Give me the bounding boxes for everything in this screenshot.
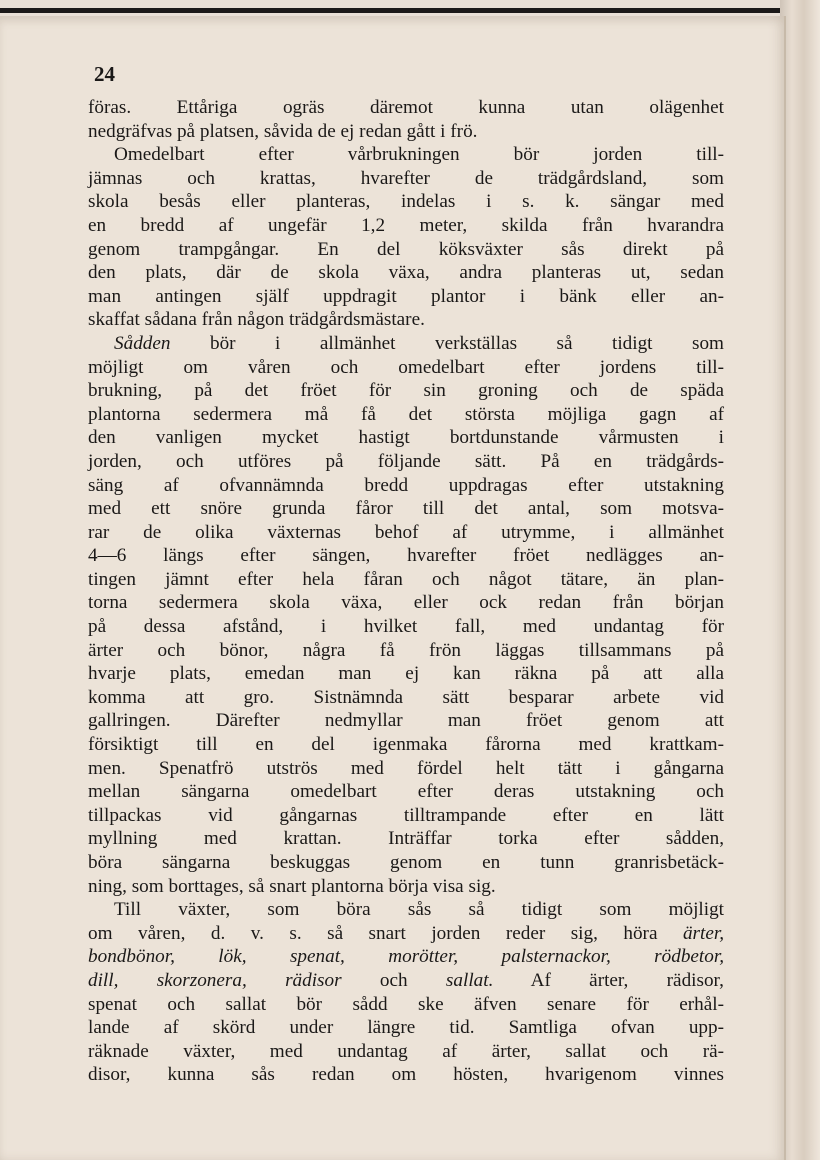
- text-segment: myllning med krattan. Inträffar torka efter sådden,: [88, 828, 724, 850]
- text-line: [88, 120, 724, 144]
- italic-text-segment: dill, skorzonera, rädisor: [88, 969, 342, 991]
- page-number: 24: [94, 62, 115, 86]
- text-line: [88, 1016, 724, 1040]
- text-line: [88, 379, 724, 403]
- text-segment: torna sedermera skola växa, eller ock redan från början: [88, 592, 724, 614]
- text-segment: jorden, och utföres på följande sätt. På en trädgårds-: [88, 450, 724, 472]
- text-segment: jämnas och krattas, hvarefter de trädgårdsland, som: [88, 167, 724, 189]
- text-segment: komma att gro. Sistnämnda sätt besparar arbete vid: [88, 686, 724, 708]
- text-segment: den plats, där de skola växa, andra planteras ut, sedan: [88, 262, 724, 284]
- text-line: [88, 993, 724, 1017]
- text-segment: om våren, d. v. s. så snart jorden reder sig, höra: [88, 922, 683, 944]
- right-page-stack: [780, 0, 820, 1160]
- text-line: [88, 615, 724, 639]
- text-segment: spenat och sallat bör sådd ske äfven senare för erhål-: [88, 993, 724, 1015]
- text-segment: en bredd af ungefär 1,2 meter, skilda från hvarandra: [88, 214, 724, 236]
- text-line: [88, 96, 724, 120]
- text-line: [88, 143, 724, 167]
- text-segment: försiktigt till en del igenmaka fårorna med krattkam-: [88, 734, 724, 756]
- text-line: [88, 1040, 724, 1064]
- text-line: [88, 945, 724, 969]
- text-segment: möjligt om våren och omedelbart efter jordens till-: [88, 356, 724, 378]
- text-line: [88, 214, 724, 238]
- italic-text-segment: Sådden: [114, 332, 171, 354]
- text-line: [88, 639, 724, 663]
- text-segment: tingen jämnt efter hela fåran och något tätare, än plan-: [88, 568, 724, 590]
- text-line: [88, 167, 724, 191]
- text-segment: tillpackas vid gångarnas tilltrampande efter en lätt: [88, 804, 724, 826]
- text-line: [88, 521, 724, 545]
- text-segment: skola besås eller planteras, indelas i s. k. sängar med: [88, 191, 724, 213]
- text-segment: hvarje plats, emedan man ej kan räkna på att alla: [88, 663, 724, 685]
- italic-text-segment: bondbönor, lök, spenat, morötter, palsternackor, rödbetor,: [88, 946, 724, 968]
- text-line: [88, 1063, 724, 1087]
- text-segment: lande af skörd under längre tid. Samtliga ofvan upp-: [88, 1017, 724, 1039]
- text-segment: men. Spenatfrö utströs med fördel helt tätt i gångarna: [88, 757, 724, 779]
- body-text: [88, 96, 724, 1087]
- text-line: [88, 261, 724, 285]
- text-line: [88, 686, 724, 710]
- text-segment: disor, kunna sås redan om hösten, hvarigenom vinnes: [88, 1064, 724, 1086]
- text-segment: Till växter, som böra sås så tidigt som möjligt: [114, 899, 724, 921]
- text-segment: ning, som borttages, så snart plantorna börja visa sig.: [88, 875, 496, 897]
- text-line: [88, 780, 724, 804]
- text-line: [88, 969, 724, 993]
- text-line: [88, 403, 724, 427]
- text-line: [88, 804, 724, 828]
- text-segment: den vanligen mycket hastigt bortdunstande vårmusten i: [88, 427, 724, 449]
- text-segment: nedgräfvas på platsen, såvida de ej redan gått i frö.: [88, 120, 478, 142]
- text-segment: föras. Ettåriga ogräs däremot kunna utan olägenhet: [88, 97, 724, 118]
- text-line: [88, 497, 724, 521]
- text-line: [88, 733, 724, 757]
- text-line: [88, 356, 724, 380]
- text-line: [88, 662, 724, 686]
- text-line: [88, 922, 724, 946]
- book-page: [0, 16, 786, 1160]
- text-segment: böra sängarna beskuggas genom en tunn granrisbetäck-: [88, 852, 724, 873]
- text-line: [88, 568, 724, 592]
- text-segment: rar de olika växternas behof af utrymme, i allmänhet: [88, 521, 724, 543]
- text-line: [88, 709, 724, 733]
- text-segment: räknade växter, med undantag af ärter, sallat och rä-: [88, 1040, 724, 1062]
- page-edge-shadow: [0, 8, 820, 13]
- text-segment: ärter och bönor, några få frön läggas tillsammans på: [88, 639, 724, 661]
- text-segment: 4—6 längs efter sängen, hvarefter fröet nedlägges an-: [88, 545, 724, 567]
- text-line: [88, 898, 724, 922]
- text-segment: på dessa afstånd, i hvilket fall, med undantag för: [88, 616, 724, 638]
- text-segment: och: [341, 969, 446, 991]
- text-segment: Omedelbart efter vårbrukningen bör jorden till-: [114, 144, 724, 166]
- italic-text-segment: ärter,: [682, 922, 724, 944]
- italic-text-segment: sallat.: [445, 969, 494, 991]
- text-line: [88, 827, 724, 851]
- text-segment: genom trampgångar. En del köksväxter sås direkt på: [88, 238, 724, 260]
- text-segment: man antingen själf uppdragit plantor i bänk eller an-: [88, 285, 724, 307]
- text-line: [88, 190, 724, 214]
- text-segment: med ett snöre grunda fåror till det antal, som motsva-: [88, 498, 724, 520]
- text-line: [88, 544, 724, 568]
- text-line: [88, 851, 724, 875]
- text-line: [88, 474, 724, 498]
- text-segment: brukning, på det fröet för sin groning och de späda: [88, 380, 724, 402]
- text-line: [88, 426, 724, 450]
- text-segment: säng af ofvannämnda bredd uppdragas efter utstakning: [88, 474, 724, 496]
- text-segment: skaffat sådana från någon trädgårdsmästare.: [88, 309, 425, 331]
- text-line: [88, 591, 724, 615]
- text-line: [88, 238, 724, 262]
- text-segment: mellan sängarna omedelbart efter deras utstakning och: [88, 781, 724, 803]
- text-segment: gallringen. Därefter nedmyllar man fröet genom att: [88, 710, 724, 732]
- text-line: [88, 308, 724, 332]
- text-line: [88, 875, 724, 899]
- text-line: [88, 285, 724, 309]
- text-segment: bör i allmänhet verkställas så tidigt som: [170, 332, 724, 354]
- text-segment: Af ärter, rädisor,: [493, 969, 724, 991]
- text-line: [88, 757, 724, 781]
- text-segment: plantorna sedermera må få det största möjliga gagn af: [88, 403, 724, 425]
- text-line: [88, 332, 724, 356]
- text-line: [88, 450, 724, 474]
